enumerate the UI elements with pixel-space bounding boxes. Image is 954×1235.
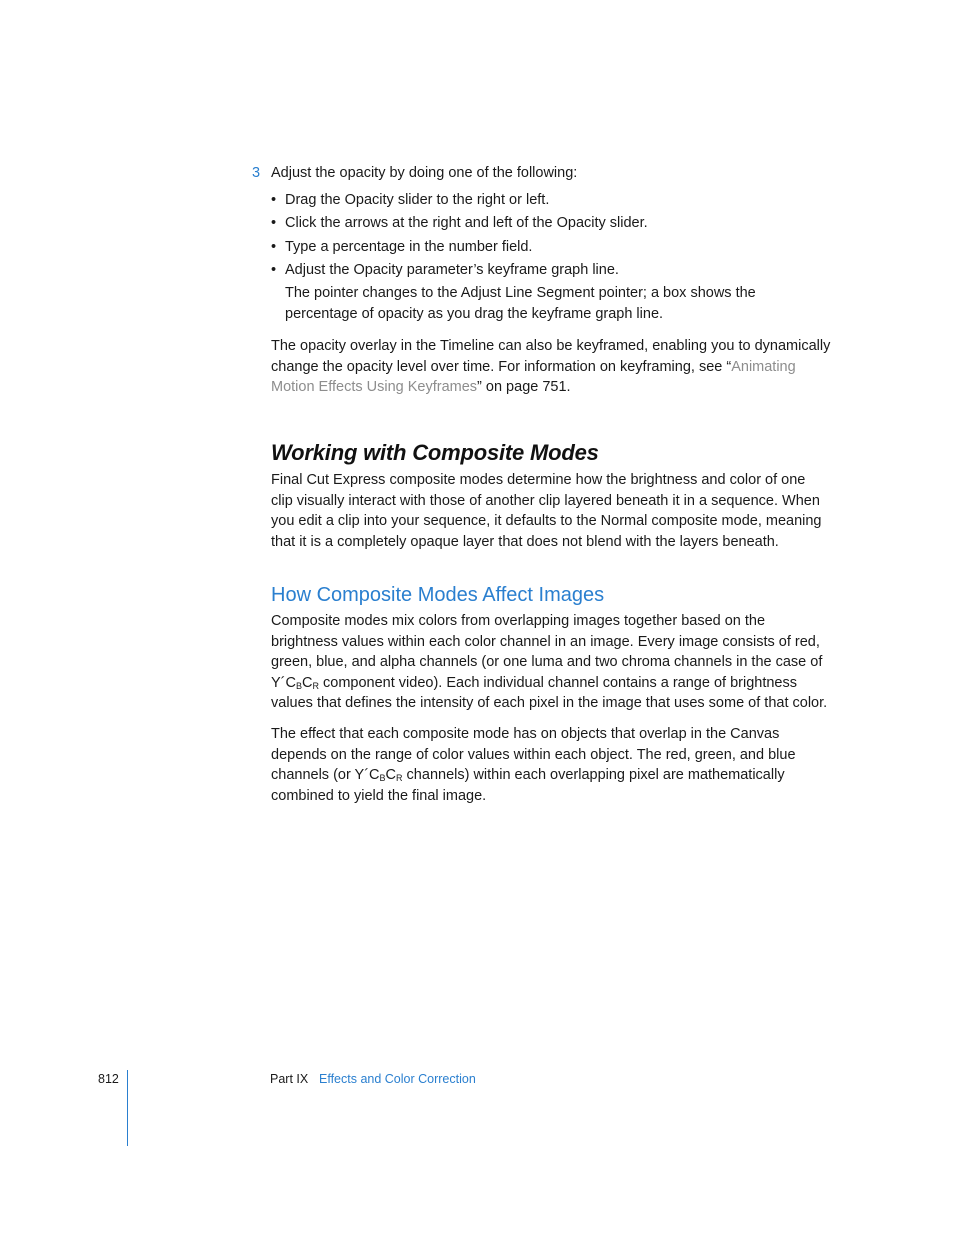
composite-effect-paragraph xyxy=(271,724,831,806)
list-item xyxy=(271,213,831,234)
step-text: Adjust the opacity by doing one of the following: xyxy=(271,165,578,181)
composite-modes-mix-paragraph xyxy=(271,611,831,714)
bullet-text: Adjust the Opacity parameter’s keyframe graph line. xyxy=(285,261,619,278)
section-heading: Working with Composite Modes xyxy=(271,440,599,465)
bullet-sub-note: The pointer changes to the Adjust Line Segment pointer; a box shows the percentage of opacity as you drag the keyframe graph line. xyxy=(285,285,756,322)
para-text: C xyxy=(385,767,397,783)
para-text: The effect that each composite mode has on objects that overlap in the Canvas depends on the range of color values within each object. The red, green, and blue channels (or Y´C xyxy=(271,726,796,783)
footer-divider xyxy=(127,1070,128,1146)
para-text: ” on page 751. xyxy=(477,379,571,395)
bullet-mark: • xyxy=(271,238,277,255)
subsection-heading: How Composite Modes Affect Images xyxy=(271,584,605,606)
step-number: 3 xyxy=(252,165,261,181)
bullet-mark: • xyxy=(271,215,277,232)
para-text: The opacity overlay in the Timeline can also be keyframed, enabling you to dynamically change the opacity level over time. For information on keyframing, see “ xyxy=(271,338,831,375)
bullet-list xyxy=(271,190,831,283)
bullet-text: Drag the Opacity slider to the right or left. xyxy=(285,192,550,208)
para-text: component video). Each individual channel contains a range of brightness values that defines the intensity of each pixel in the image that uses some of that color. xyxy=(271,674,828,711)
subscript-r: R xyxy=(312,680,319,691)
para-text: C xyxy=(302,674,313,691)
footer-section-link[interactable]: Effects and Color Correction xyxy=(319,1072,476,1086)
step-3 xyxy=(252,163,831,184)
subscript-b: B xyxy=(295,680,302,691)
subscript-b: B xyxy=(379,773,386,783)
bullet-text: Type a percentage in the number field. xyxy=(285,238,533,255)
para-text: channels) within each overlapping pixel are mathematically combined to yield the final image. xyxy=(271,767,785,804)
list-item xyxy=(271,237,831,258)
keyframes-link[interactable]: Animating Motion Effects Using Keyframes xyxy=(271,358,796,395)
bullet-text: Click the arrows at the right and left of the Opacity slider. xyxy=(285,215,648,232)
bullet-mark: • xyxy=(271,192,277,208)
opacity-overlay-paragraph xyxy=(271,336,831,398)
composite-modes-paragraph: Final Cut Express composite modes determine how the brightness and color of one clip visually interact with those of another clip layered beneath it in a sequence. When you edit a clip into your sequence, it defaults to the Normal composite mode, meaning that it is a completely opaque layer that does not blend with the layers beneath. xyxy=(271,472,822,550)
list-item xyxy=(271,260,831,281)
list-item xyxy=(271,190,831,211)
bullet-mark: • xyxy=(271,261,277,278)
page-number: 812 xyxy=(98,1072,119,1086)
footer-part-label: Part IX xyxy=(270,1072,309,1086)
subscript-r: R xyxy=(396,773,403,783)
para-text: Composite modes mix colors from overlapping images together based on the brightness values within each color channel in an image. Every image consists of red, green, blue, and alpha channels (or one luma and two chroma channels in the case of Y´C xyxy=(271,613,823,691)
